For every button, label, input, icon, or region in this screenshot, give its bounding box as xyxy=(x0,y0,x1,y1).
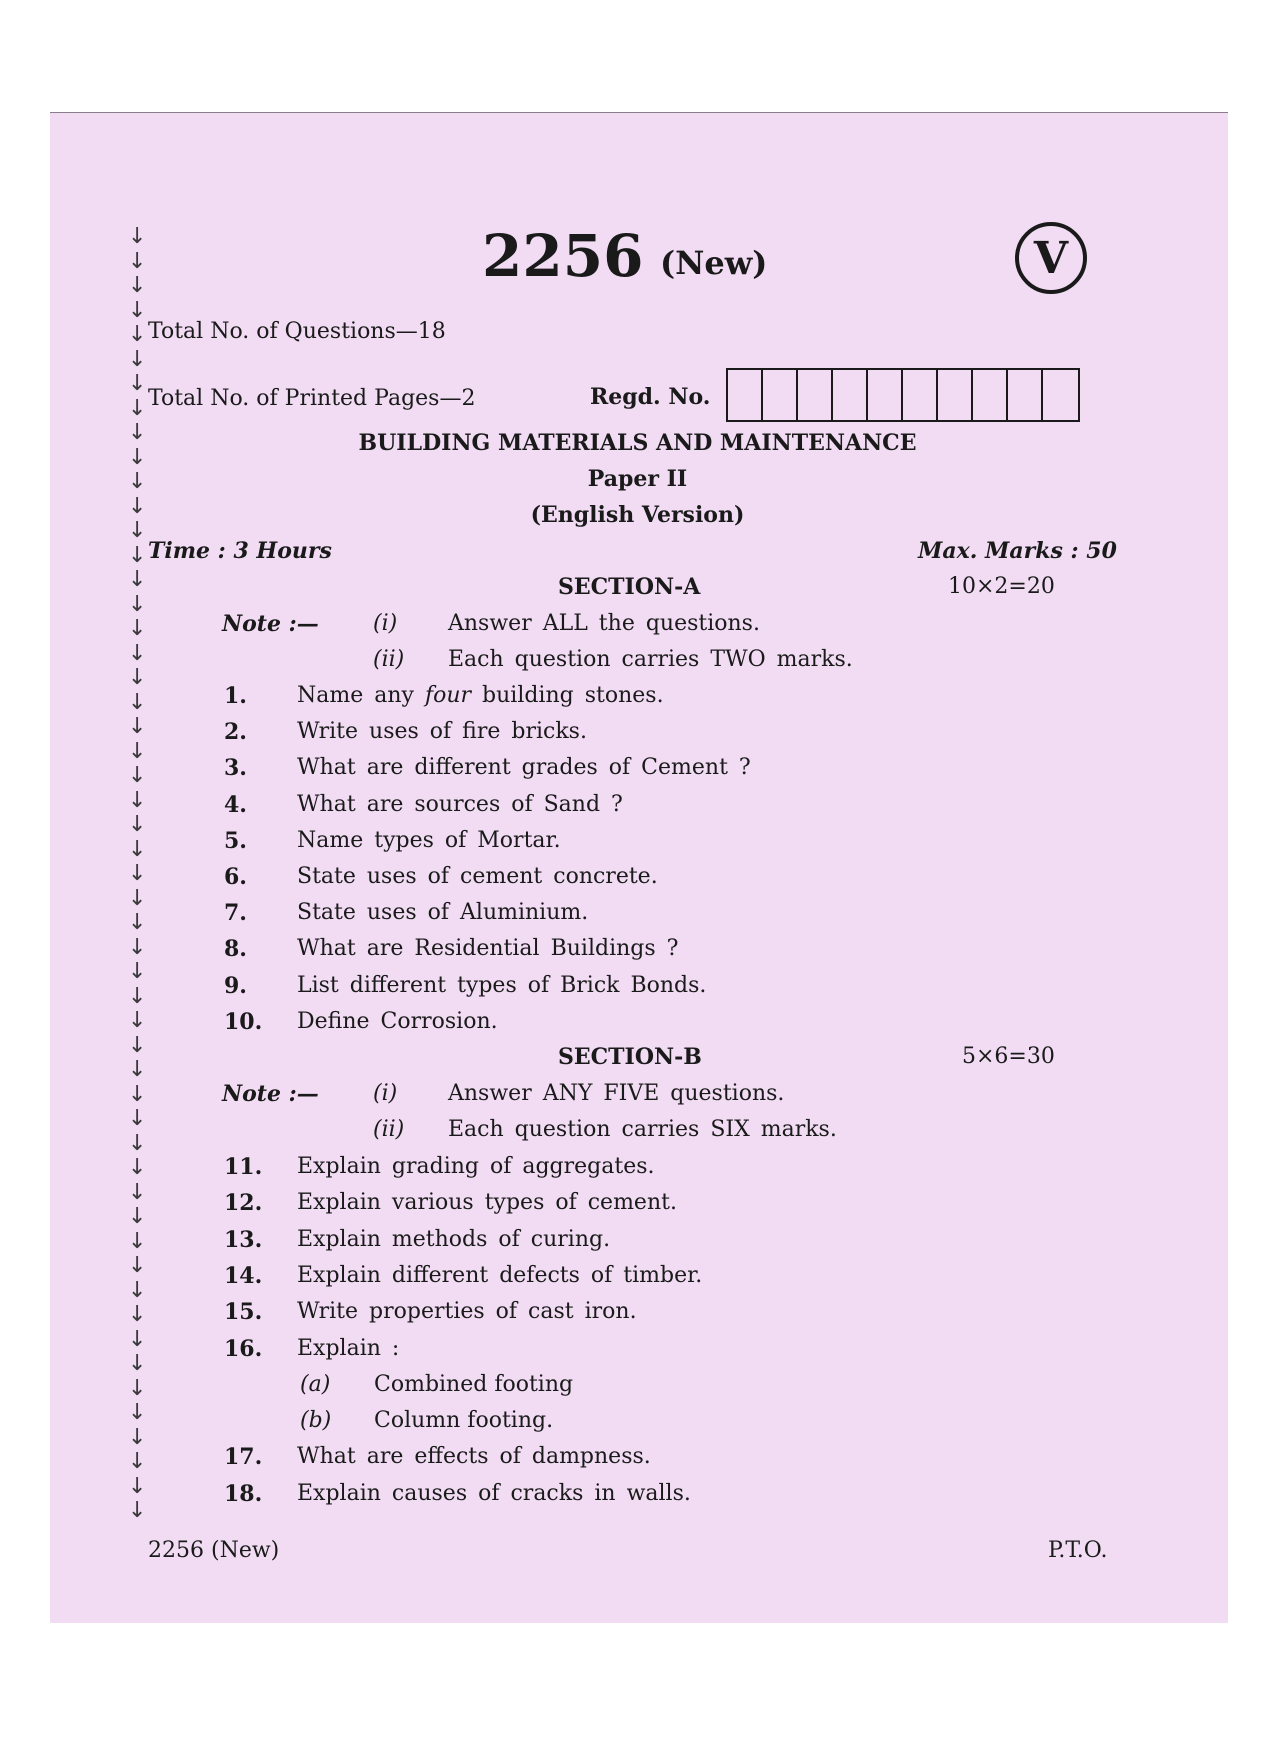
footer-pto: P.T.O. xyxy=(1048,1538,1108,1563)
footer-code: 2256 (New) xyxy=(148,1538,280,1563)
q16-part-letter: (a) xyxy=(300,1372,331,1397)
regd-box xyxy=(728,370,763,420)
question-number: 6. xyxy=(224,864,247,890)
regd-box xyxy=(833,370,868,420)
question-text: Define Corrosion. xyxy=(297,1008,498,1034)
question-number: 5. xyxy=(224,827,247,854)
question-number: 12. xyxy=(224,1190,263,1217)
regd-box xyxy=(763,370,798,420)
question-text: Name any four building stones. xyxy=(297,683,664,708)
question-number: 18. xyxy=(224,1480,263,1507)
section-b-note-text: Answer ANY FIVE questions. xyxy=(448,1081,785,1106)
regd-label: Regd. No. xyxy=(590,384,711,410)
regd-box xyxy=(973,370,1008,420)
question-text: Write properties of cast iron. xyxy=(297,1299,637,1325)
section-a-note-text: Each question carries TWO marks. xyxy=(448,647,853,672)
paper-code-suffix: (New) xyxy=(660,244,768,282)
section-a-note-text: Answer ALL the questions. xyxy=(448,611,760,636)
section-b-title: SECTION-B xyxy=(558,1044,702,1070)
question-number: 4. xyxy=(224,791,247,818)
section-a-note-label: Note :— xyxy=(222,611,319,637)
question-number: 14. xyxy=(224,1262,263,1289)
question-text: What are effects of dampness. xyxy=(297,1444,651,1470)
section-b-note-roman: (i) xyxy=(373,1081,398,1106)
question-text: Explain : xyxy=(297,1335,400,1361)
margin-arrows: ↓ ↓ ↓ ↓ ↓ ↓ ↓ ↓ ↓ ↓ ↓ ↓ ↓ ↓ ↓ ↓ ↓ ↓ ↓ ↓ ↓ ↓ ↓ ↓ ↓ ↓ ↓ ↓ ↓ ↓ ↓ ↓ ↓ ↓ ↓ ↓ ↓ ↓ ↓ ↓ ↓ ↓ ↓ ↓ ↓ ↓ ↓ ↓ ↓ ↓ ↓ ↓ ↓ xyxy=(128,224,147,1523)
q16-part-text: Column footing. xyxy=(374,1408,554,1433)
question-text: Explain various types of cement. xyxy=(297,1190,677,1216)
version-label: (English Version) xyxy=(530,502,745,528)
paper-code: 2256 xyxy=(482,222,644,290)
max-marks: Max. Marks : 50 xyxy=(918,538,1117,564)
question-number: 7. xyxy=(224,900,247,927)
q16-part-letter: (b) xyxy=(300,1408,332,1433)
question-text: What are different grades of Cement ? xyxy=(297,755,751,781)
question-text: Name types of Mortar. xyxy=(297,827,561,853)
question-text: What are Residential Buildings ? xyxy=(297,936,679,962)
question-text: List different types of Brick Bonds. xyxy=(297,972,707,998)
question-number: 15. xyxy=(224,1299,263,1326)
question-text: Explain methods of curing. xyxy=(297,1226,611,1252)
question-number: 3. xyxy=(224,755,247,782)
section-a-note-roman: (i) xyxy=(373,611,398,636)
question-text: Explain different defects of timber. xyxy=(297,1262,703,1288)
question-text: What are sources of Sand ? xyxy=(297,791,623,817)
section-b-marks: 5×6=30 xyxy=(962,1044,1055,1069)
question-text: Write uses of fire bricks. xyxy=(297,719,587,745)
question-number: 13. xyxy=(224,1226,263,1253)
q16-part-text: Combined footing xyxy=(374,1372,574,1397)
question-number: 10. xyxy=(224,1008,263,1035)
section-a-title: SECTION-A xyxy=(558,574,701,600)
subject-title: BUILDING MATERIALS AND MAINTENANCE xyxy=(358,430,917,456)
regd-number-boxes xyxy=(726,368,1080,422)
question-number: 16. xyxy=(224,1335,263,1362)
total-printed-pages: Total No. of Printed Pages—2 xyxy=(148,386,476,411)
regd-box xyxy=(868,370,903,420)
regd-box xyxy=(1043,370,1078,420)
paper-number: Paper II xyxy=(587,466,688,492)
regd-box xyxy=(903,370,938,420)
question-number: 1. xyxy=(224,683,247,709)
question-text: State uses of Aluminium. xyxy=(297,900,589,926)
question-number: 2. xyxy=(224,719,247,746)
question-number: 17. xyxy=(224,1444,263,1471)
regd-box xyxy=(1008,370,1043,420)
question-number: 11. xyxy=(224,1154,263,1180)
regd-box xyxy=(938,370,973,420)
question-text: State uses of cement concrete. xyxy=(297,864,658,889)
set-code-badge xyxy=(1015,222,1087,294)
set-code: V xyxy=(1033,232,1069,284)
time-allowed: Time : 3 Hours xyxy=(148,538,332,564)
question-number: 9. xyxy=(224,972,247,999)
question-number: 8. xyxy=(224,936,247,963)
question-text: Explain causes of cracks in walls. xyxy=(297,1480,691,1506)
section-a-note-roman: (ii) xyxy=(373,647,405,672)
total-questions: Total No. of Questions—18 xyxy=(148,319,446,344)
section-a-marks: 10×2=20 xyxy=(948,574,1055,599)
section-b-note-text: Each question carries SIX marks. xyxy=(448,1117,837,1142)
question-text: Explain grading of aggregates. xyxy=(297,1154,655,1179)
section-b-note-label: Note :— xyxy=(222,1081,319,1107)
section-b-note-roman: (ii) xyxy=(373,1117,405,1142)
regd-box xyxy=(798,370,833,420)
